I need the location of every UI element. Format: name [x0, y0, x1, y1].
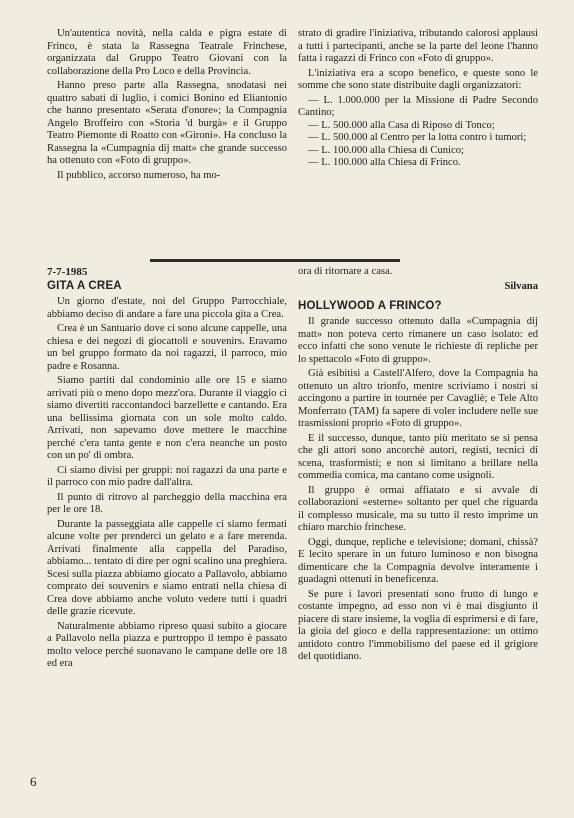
author-signature: Silvana — [504, 280, 538, 292]
hollywood-paragraph: Il gruppo è ormai affiatato e si avvale di collaborazioni «esterne» soltanto per quel che riguarda il complesso musicale, ma su tutto il resto imprime un chiaro marchio frinchese. — [298, 484, 538, 533]
page-number: 6 — [30, 774, 37, 789]
gita-title: GITA A CREA — [47, 280, 122, 292]
hollywood-paragraph: Oggi, dunque, repliche e televisione; domani, chissà? E lecito sperare in un futuro luminoso e non bisogna dimenticare che la Compagnia devolve interamente i guadagni ottenuti in beneficenza. — [298, 536, 538, 585]
top-article-right-column — [298, 28, 538, 170]
gita-paragraph: Crea è un Santuario dove ci sono alcune cappelle, una chiesa e dei negozi di giocattoli e souvenirs. Eravamo un bel gruppo formato da noi ragazzi, il parroco, mio padre e Rosanna. — [47, 323, 287, 372]
section-divider — [150, 259, 400, 262]
gita-article-column — [47, 266, 287, 673]
article-date: 7-7-1985 — [47, 266, 88, 278]
top-article-left-column — [47, 28, 287, 184]
donation-item: — L. 1.000.000 per la Missione di Padre Secondo Cantino; — [298, 94, 538, 118]
donation-item: — L. 100.000 alla Chiesa di Cunico; — [308, 144, 464, 156]
top-paragraph-2: Hanno preso parte alla Rassegna, snodatasi nei quattro sabati di luglio, i comici Bonino ed Eliantonio che hanno presentato «Serata d'onore»; la Compagnia Angelo Broffeiro con «Storia 'd burgà» e il Gruppo Teatro Piemonte di Roatto con «Gironi». Ha concluso la Rassegna la «Cumpagnia dij matt» che grande successo ha ottenuto con «Foto di gruppo». — [47, 80, 287, 166]
gita-paragraph: Ci siamo divisi per gruppi: noi ragazzi da una parte e il parroco con mio padre dall'altra. — [47, 464, 287, 488]
donation-item: — L. 500.000 al Centro per la lotta contro i tumori; — [308, 132, 527, 143]
hollywood-paragraph: Già esibitisi a Castell'Alfero, dove la Compagnia ha ottenuto un altro trionfo, mentre scriviamo i nostri si accingono a partire in tournée per Cavagliè; e Tele Alto Monferrato (TAM) fa sapere di voler includere nelle sue trasmissioni proprio «Foto di gruppo». — [298, 368, 538, 429]
gita-continuation: ora di ritornare a casa. — [298, 266, 393, 277]
gita-paragraph: Naturalmente abbiamo ripreso quasi subito a giocare a Pallavolo nella piazza e purtroppo il tempo è passato molto veloce perché suonavano le campane delle ore 18 ed era — [47, 620, 287, 669]
hollywood-paragraph: Il grande successo ottenuto dalla «Cumpagnia dij matt» non poteva certo rimanere un caso isolato: ed ecco infatti che sono venute le richieste di repliche per lo spettacolo «Foto di gruppo». — [298, 316, 538, 365]
gita-paragraph: Durante la passeggiata alle cappelle ci siamo fermati alcune volte per prenderci un gelato e a fare merenda. Arrivati finalmente alla cappella del Paradiso, abbiamo... tentato di dire per ogni scalino una preghiera. Scesi sulla piazza abbiamo giocato a Pallavolo, abbiamo comprato dei souvenirs e siamo entrati nella chiesa di Crea dove abbiamo anche voluto vedere tutti i quadri delle grazie ricevute. — [47, 518, 287, 617]
donation-list — [298, 95, 538, 170]
top-donations-intro: L'iniziativa era a scopo benefico, e queste sono le somme che sono state distribuite dagli organizzatori: — [298, 67, 538, 91]
donation-item: — L. 100.000 alla Chiesa di Frinco. — [308, 157, 461, 168]
right-bottom-column — [298, 266, 538, 666]
donation-item: — L. 500.000 alla Casa di Riposo di Tonco; — [308, 119, 495, 131]
gita-paragraph: Siamo partiti dal condominio alle ore 15 e siamo arrivati più o meno dopo mezz'ora. Durante il viaggio ci siamo divertiti raccontandoci barzellette e cantando. Era una bellissima giornata con un sole molto caldo. Arrivati, non sapevamo dove mettere le macchine perché c'era tanta gente e non c'era neanche un posto con un po' di ombra. — [47, 375, 287, 461]
gita-paragraph: Un giorno d'estate, noi del Gruppo Parrocchiale, abbiamo deciso di andare a fare una piccola gita a Crea. — [47, 296, 287, 320]
top-paragraph-3: Il pubblico, accorso numeroso, ha mo- — [57, 169, 221, 181]
top-paragraph-1: Un'autentica novità, nella calda e pigra estate di Frinco, è stata la Rassegna Teatrale Frinchese, organizzata dal Gruppo Teatro Giovani con la collaborazione della Pro Loco e della Provincia. — [47, 28, 287, 77]
hollywood-paragraph: Se pure i lavori presentati sono frutto di lungo e costante impegno, ad esso non vi è mai disgiunto il piacere di stare insieme, la voglia di esprimersi e di fare, la gioia del gioco e della rappresentazione: un ottimo antidoto contro l'immobilismo del paese ed il grigiore del quotidiano. — [298, 588, 538, 662]
hollywood-paragraph: E il successo, dunque, tanto più meritato se si pensa che gli attori sono ancorchè autori, registi, tecnici di scena, trasformisti; e non si limitano a brillare nella commedia comica, ma cantano come usignoli. — [298, 432, 538, 481]
top-continuation: strato di gradire l'iniziativa, tributando calorosi applausi a tutti i partecipanti, anche se la parte del leone l'hanno fatta i ragazzi di Frinco con «Foto di gruppo». — [298, 28, 538, 64]
hollywood-title: HOLLYWOOD A FRINCO? — [298, 300, 442, 312]
gita-paragraph: Il punto di ritrovo al parcheggio della macchina era per le ore 18. — [47, 491, 287, 515]
